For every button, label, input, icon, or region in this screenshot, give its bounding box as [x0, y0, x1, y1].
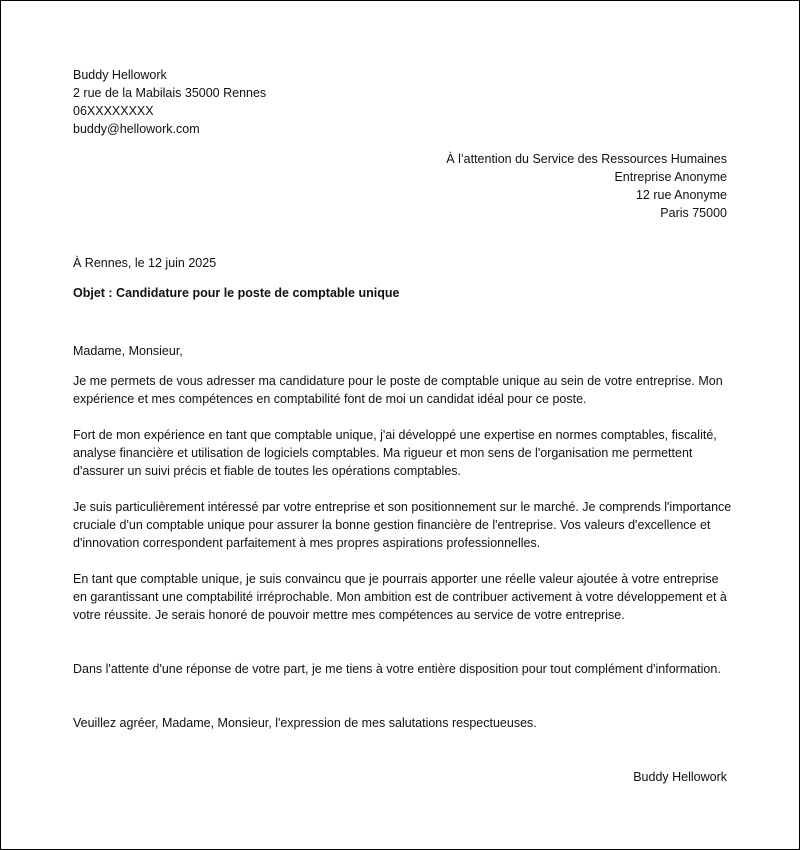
recipient-company: Entreprise Anonyme [614, 170, 727, 184]
sender-address: 2 rue de la Mabilais 35000 Rennes [73, 86, 267, 100]
body-paragraph-1: Je me permets de vous adresser ma candidature pour le poste de comptable unique au sein de votre entreprise. Mon expérience et mes compétences en comptabilité font de moi un candidat idéal pour ce poste. [73, 374, 723, 406]
body-paragraph-3: Je suis particulièrement intéressé par votre entreprise et son positionnement sur le marché. Je comprends l'importance cruciale d'un comptable unique pour assurer la bonne gestion financière de l'entreprise. Vos valeurs d'excellence et d'innovation correspondent parfaitement à mes propres aspirations professionnelles. [73, 500, 732, 550]
body-paragraph-5: Dans l'attente d'une réponse de votre part, je me tiens à votre entière disposition pour tout complément d'information. [73, 662, 721, 676]
salutation: Madame, Monsieur, [73, 344, 183, 358]
sender-email: buddy@hellowork.com [73, 122, 200, 136]
recipient-city: Paris 75000 [660, 206, 727, 220]
sender-name: Buddy Hellowork [73, 68, 167, 82]
body-paragraph-4: En tant que comptable unique, je suis convaincu que je pourrais apporter une réelle valeur ajoutée à votre entreprise en garantissant une comptabilité irréprochable. Mon ambition est de contribuer activement à votre développement et à votre réussite. Je serais honoré de pouvoir mettre mes compétences au service de votre entreprise. [73, 572, 727, 622]
recipient-attention: À l’attention du Service des Ressources Humaines [446, 152, 727, 166]
closing-paragraph: Veuillez agréer, Madame, Monsieur, l'expression de mes salutations respectueuses. [73, 716, 537, 730]
recipient-street: 12 rue Anonyme [635, 188, 727, 202]
signature-name: Buddy Hellowork [633, 770, 727, 784]
body-paragraph-2: Fort de mon expérience en tant que comptable unique, j'ai développé une expertise en normes comptables, fiscalité, analyse financière et utilisation de logiciels comptables. Ma rigueur et mon sens de l'organisation me permettent d'assurer un suivi précis et fiable de toutes les opérations comptables. [73, 428, 717, 478]
subject-line: Objet : Candidature pour le poste de comptable unique [73, 286, 400, 300]
sender-phone: 06XXXXXXXX [73, 104, 154, 118]
date-line: À Rennes, le 12 juin 2025 [73, 256, 217, 270]
